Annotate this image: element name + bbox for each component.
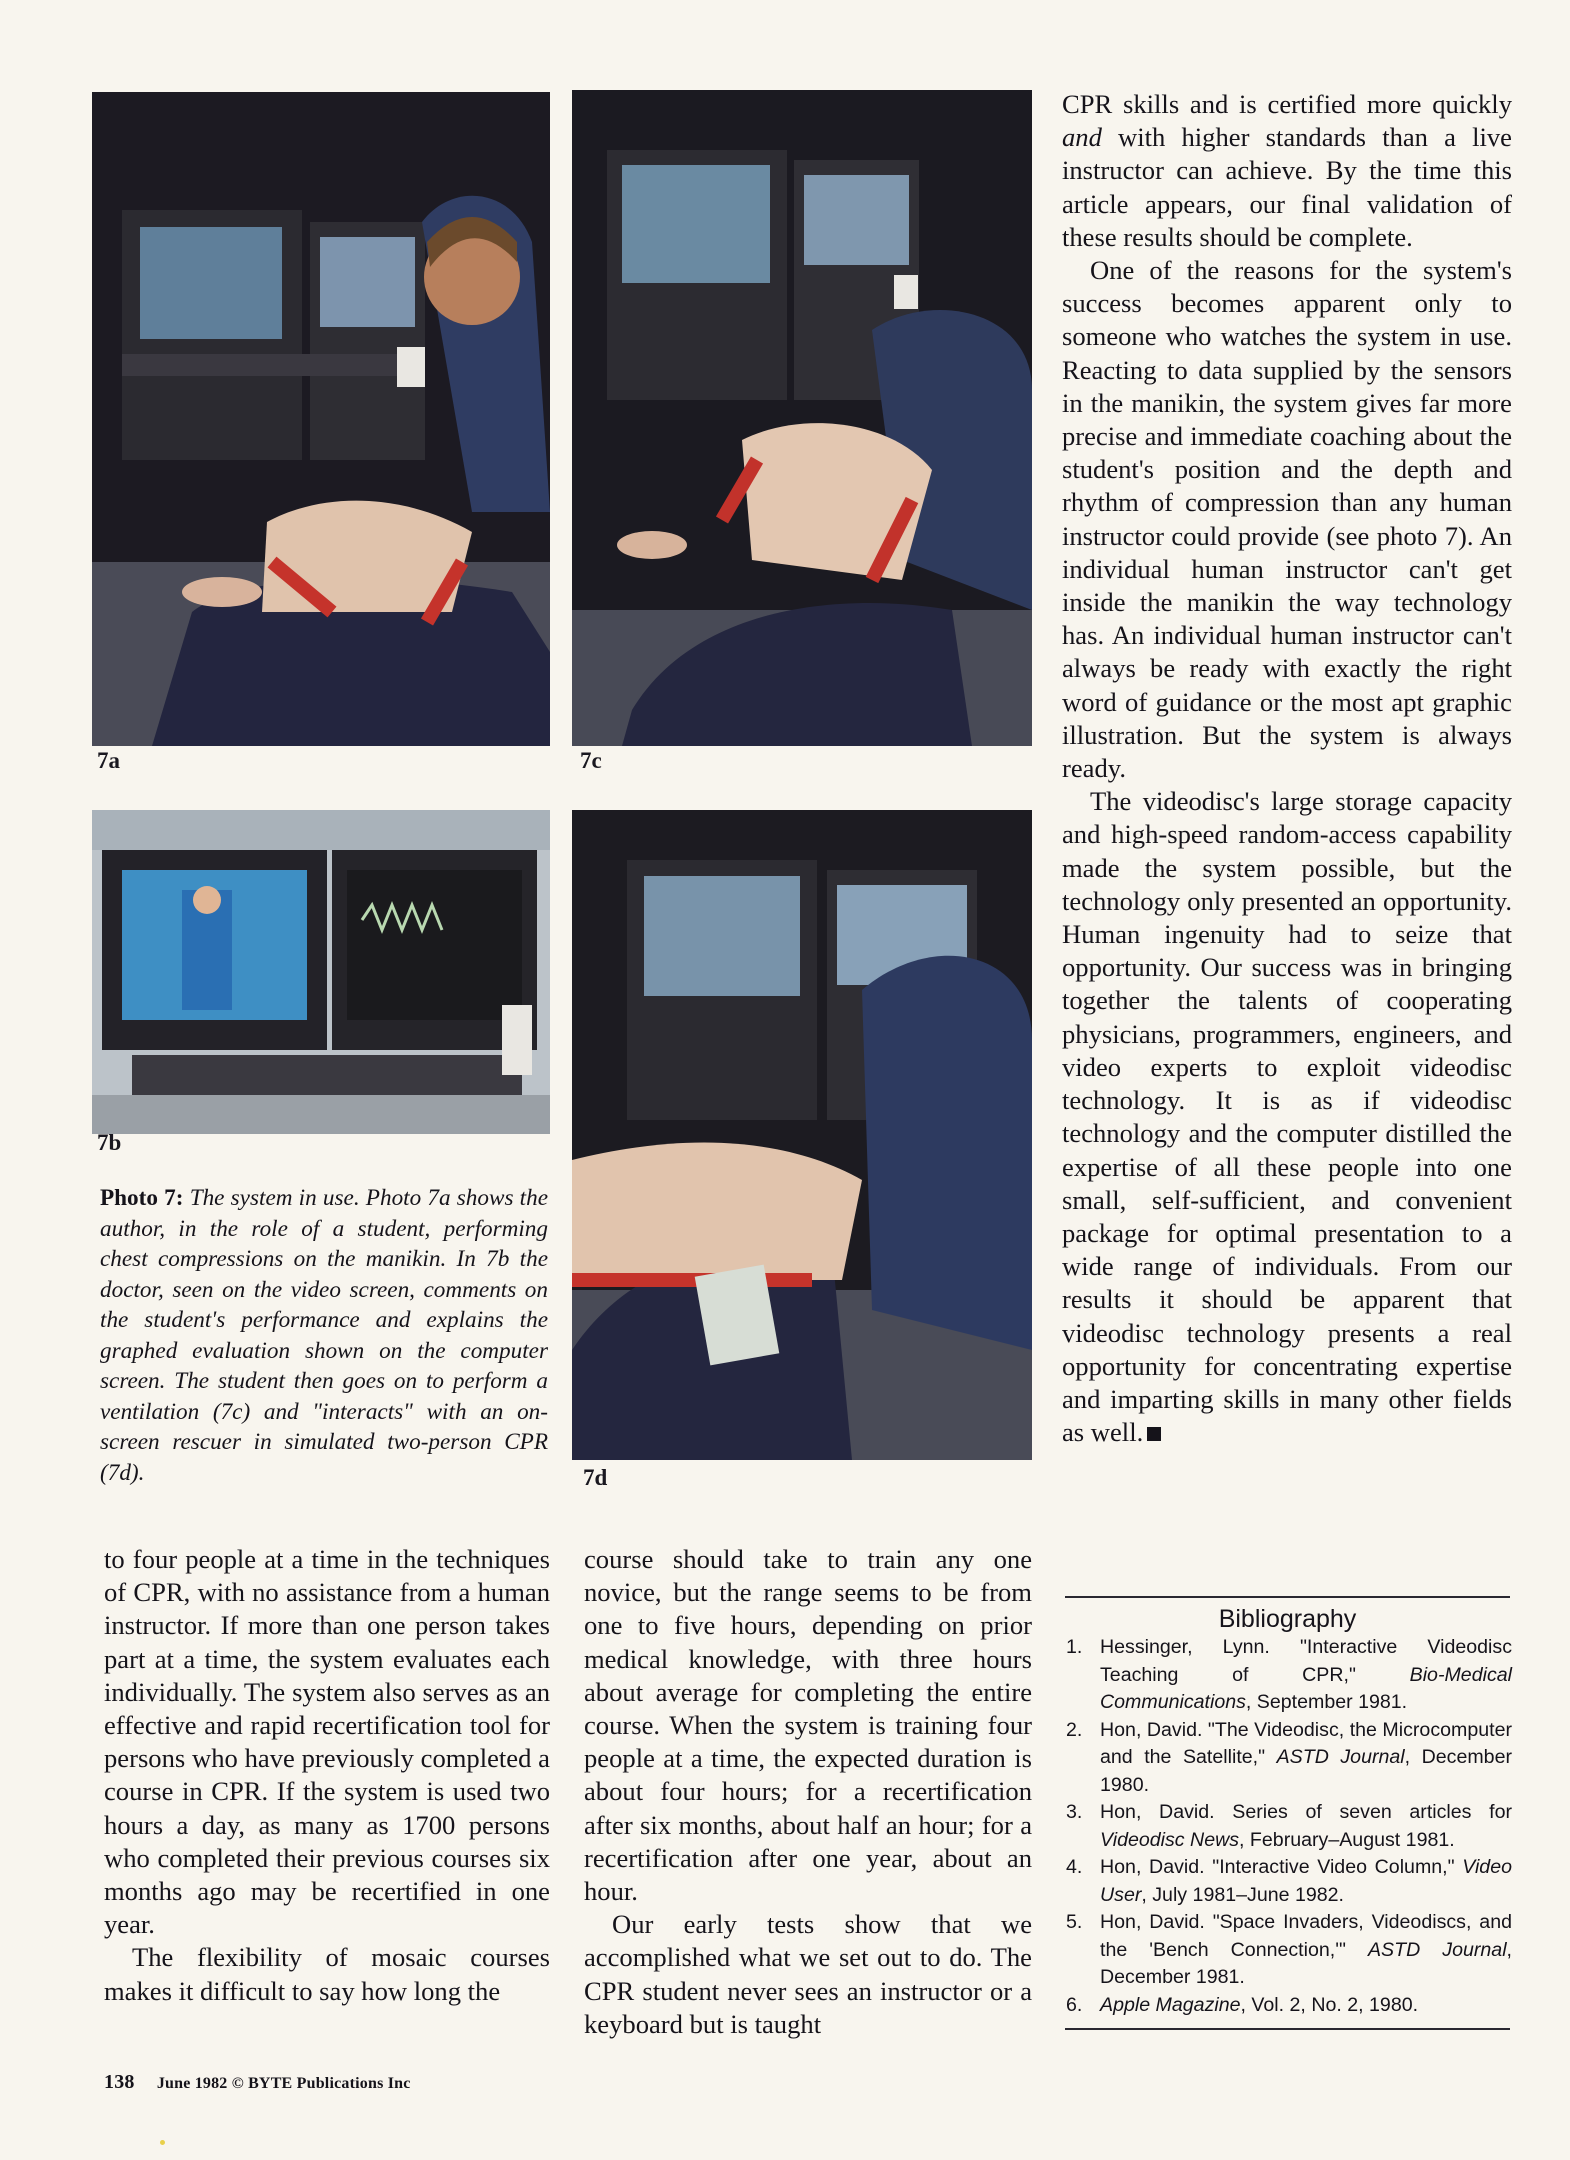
paragraph: CPR skills and is certified more quickly and with higher standards than a live instructor can achieve. By the time this article appears, our final validation of these results should be complete. bbox=[1062, 89, 1512, 252]
photo-label-7b: 7b bbox=[97, 1130, 122, 1155]
paragraph: Our early tests show that we accomplished what we set out to do. The CPR student never sees an instructor or a keyboard but is taught bbox=[584, 1909, 1032, 2039]
print-speck bbox=[160, 2140, 165, 2145]
bibliography-item: 4. Hon, David. "Interactive Video Column," Video User, July 1981–June 1982. bbox=[1066, 1856, 1512, 1906]
publication-credit: June 1982 © BYTE Publications Inc bbox=[156, 2075, 411, 2092]
paragraph: One of the reasons for the system's success becomes apparent only to someone who watches the system in use. Reacting to data supplied by the sensors in the manikin, the system gives far more precise and immediate coaching about the student's position and the depth and rhythm of compression than any human instructor could provide (see photo 7). An individual human instructor can't get inside the manikin the way technology has. An individual human instructor can't always be ready with exactly the right word of guidance or the most apt graphic illustration. But the system is always ready. bbox=[1062, 255, 1512, 784]
page-footer bbox=[104, 2071, 411, 2094]
bibliography-list bbox=[1060, 1634, 1512, 2019]
caption-lead: Photo 7: bbox=[100, 1185, 184, 1211]
bibliography-item: 5. Hon, David. "Space Invaders, Videodiscs, and the 'Bench Connection,'" ASTD Journal, December 1981. bbox=[1066, 1911, 1512, 1988]
photo-label-7c: 7c bbox=[580, 748, 602, 773]
photo-7c bbox=[572, 90, 1032, 746]
page-number: 138 bbox=[104, 2071, 135, 2093]
paragraph: to four people at a time in the techniques of CPR, with no assistance from a human instructor. If more than one person takes part at a time, the system evaluates each individually. The system also serves as an effective and rapid recertification tool for persons who have previously completed a course in CPR. If the system is used two hours a day, as many as 1700 persons who completed their previous courses six months ago may be recertified in one year. bbox=[104, 1544, 550, 1940]
photo-7b bbox=[92, 810, 550, 1134]
end-mark-icon bbox=[1147, 1427, 1161, 1441]
body-column-3 bbox=[1062, 88, 1512, 1449]
photo-label-7d: 7d bbox=[583, 1465, 608, 1490]
body-column-2 bbox=[584, 1543, 1032, 2041]
bibliography-item: 1. Hessinger, Lynn. "Interactive Videodisc Teaching of CPR," Bio-Medical Communications, September 1981. bbox=[1066, 1636, 1512, 1713]
bibliography-item: 6. Apple Magazine, Vol. 2, No. 2, 1980. bbox=[1066, 1993, 1419, 2016]
photo-label-7a: 7a bbox=[97, 748, 120, 773]
bibliography-title: Bibliography bbox=[1218, 1605, 1357, 1633]
bibliography-top-rule bbox=[1065, 1596, 1510, 1598]
bibliography-item: 2. Hon, David. "The Videodisc, the Microcomputer and the Satellite," ASTD Journal, December 1980. bbox=[1066, 1718, 1512, 1796]
photo-7d bbox=[572, 810, 1032, 1460]
paragraph: The flexibility of mosaic courses makes it difficult to say how long the bbox=[104, 1942, 550, 2006]
paragraph: The videodisc's large storage capacity and high-speed random-access capability made the system possible, but the technology only presented an opportunity. Human ingenuity had to seize that opportunity. Our success was in bringing together the talents of cooperating physicians, programmers, engineers, and video experts to exploit videodisc technology. It is as if videodisc technology and the computer distilled the expertise of all these people into one small, self-sufficient, and convenient package for optimal presentation to a wide range of individuals. From our results it should be apparent that videodisc technology presents a real opportunity for concentrating expertise and imparting skills in many other fields as well. bbox=[1062, 786, 1512, 1448]
body-column-1 bbox=[104, 1543, 550, 2008]
photo-caption bbox=[100, 1183, 548, 1488]
caption-text: The system in use. Photo 7a shows the author, in the role of a student, performing chest compressions on the manikin. In 7b the doctor, seen on the video screen, comments on the student's performance and explains the graphed evaluation shown on the computer screen. The student then goes on to perform a ventilation (7c) and "interacts" with an on-screen rescuer in simulated two-person CPR (7d). bbox=[100, 1185, 548, 1486]
bibliography-item: 3. Hon, David. Series of seven articles for Videodisc News, February–August 1981. bbox=[1066, 1801, 1512, 1851]
paragraph: course should take to train any one novice, but the range seems to be from one to five hours, depending on prior medical knowledge, with three hours about average for completing the entire course. When the system is training four people at a time, the expected duration is about four hours; for a recertification after six months, about half an hour; for a recertification after one year, about an hour. bbox=[584, 1544, 1032, 1907]
bibliography-bottom-rule bbox=[1065, 2028, 1510, 2030]
photo-7a bbox=[92, 92, 550, 746]
